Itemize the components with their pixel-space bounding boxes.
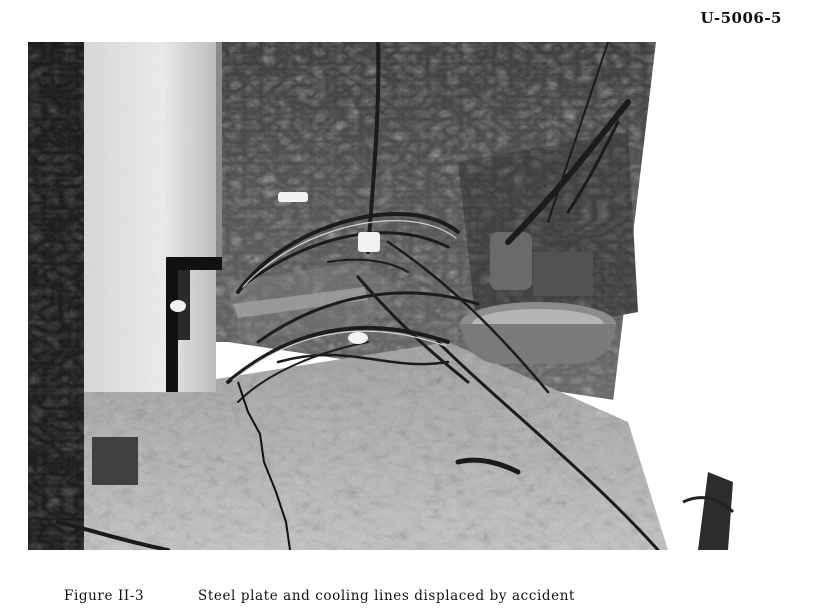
document-number: U-5006-5	[700, 9, 782, 27]
accident-photograph	[28, 42, 748, 550]
figure-label: Figure II-3	[64, 588, 145, 604]
figure-caption-text: Steel plate and cooling lines displaced by accident	[198, 588, 576, 604]
figure-caption	[64, 588, 575, 604]
